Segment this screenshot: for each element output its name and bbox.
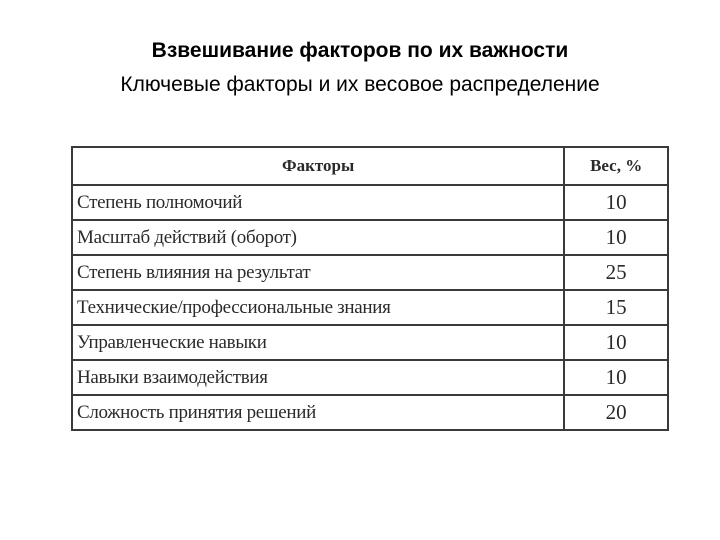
factors-table	[71, 146, 669, 431]
table-row	[72, 255, 668, 290]
factor-cell: Масштаб действий (оборот)	[72, 220, 564, 255]
weight-cell: 20	[564, 395, 668, 430]
page-subtitle: Ключевые факторы и их весовое распределение	[120, 73, 600, 96]
factors-table-container	[71, 146, 669, 431]
table-row	[72, 360, 668, 395]
table-header-row	[72, 147, 668, 185]
table-row	[72, 325, 668, 360]
column-header-factors: Факторы	[72, 147, 564, 185]
factor-cell: Сложность принятия решений	[72, 395, 564, 430]
weight-cell: 10	[564, 325, 668, 360]
table-row	[72, 395, 668, 430]
weight-cell: 15	[564, 290, 668, 325]
page-title: Взвешивание факторов по их важности	[151, 39, 569, 62]
table-row	[72, 185, 668, 220]
table-row	[72, 220, 668, 255]
column-header-weight: Вес, %	[564, 147, 668, 185]
weight-cell: 10	[564, 360, 668, 395]
factor-cell: Управленческие навыки	[72, 325, 564, 360]
table-row	[72, 290, 668, 325]
weight-cell: 10	[564, 185, 668, 220]
factor-cell: Навыки взаимодействия	[72, 360, 564, 395]
factor-cell: Степень влияния на результат	[72, 255, 564, 290]
factor-cell: Технические/профессиональные знания	[72, 290, 564, 325]
weight-cell: 25	[564, 255, 668, 290]
factor-cell: Степень полномочий	[72, 185, 564, 220]
weight-cell: 10	[564, 220, 668, 255]
